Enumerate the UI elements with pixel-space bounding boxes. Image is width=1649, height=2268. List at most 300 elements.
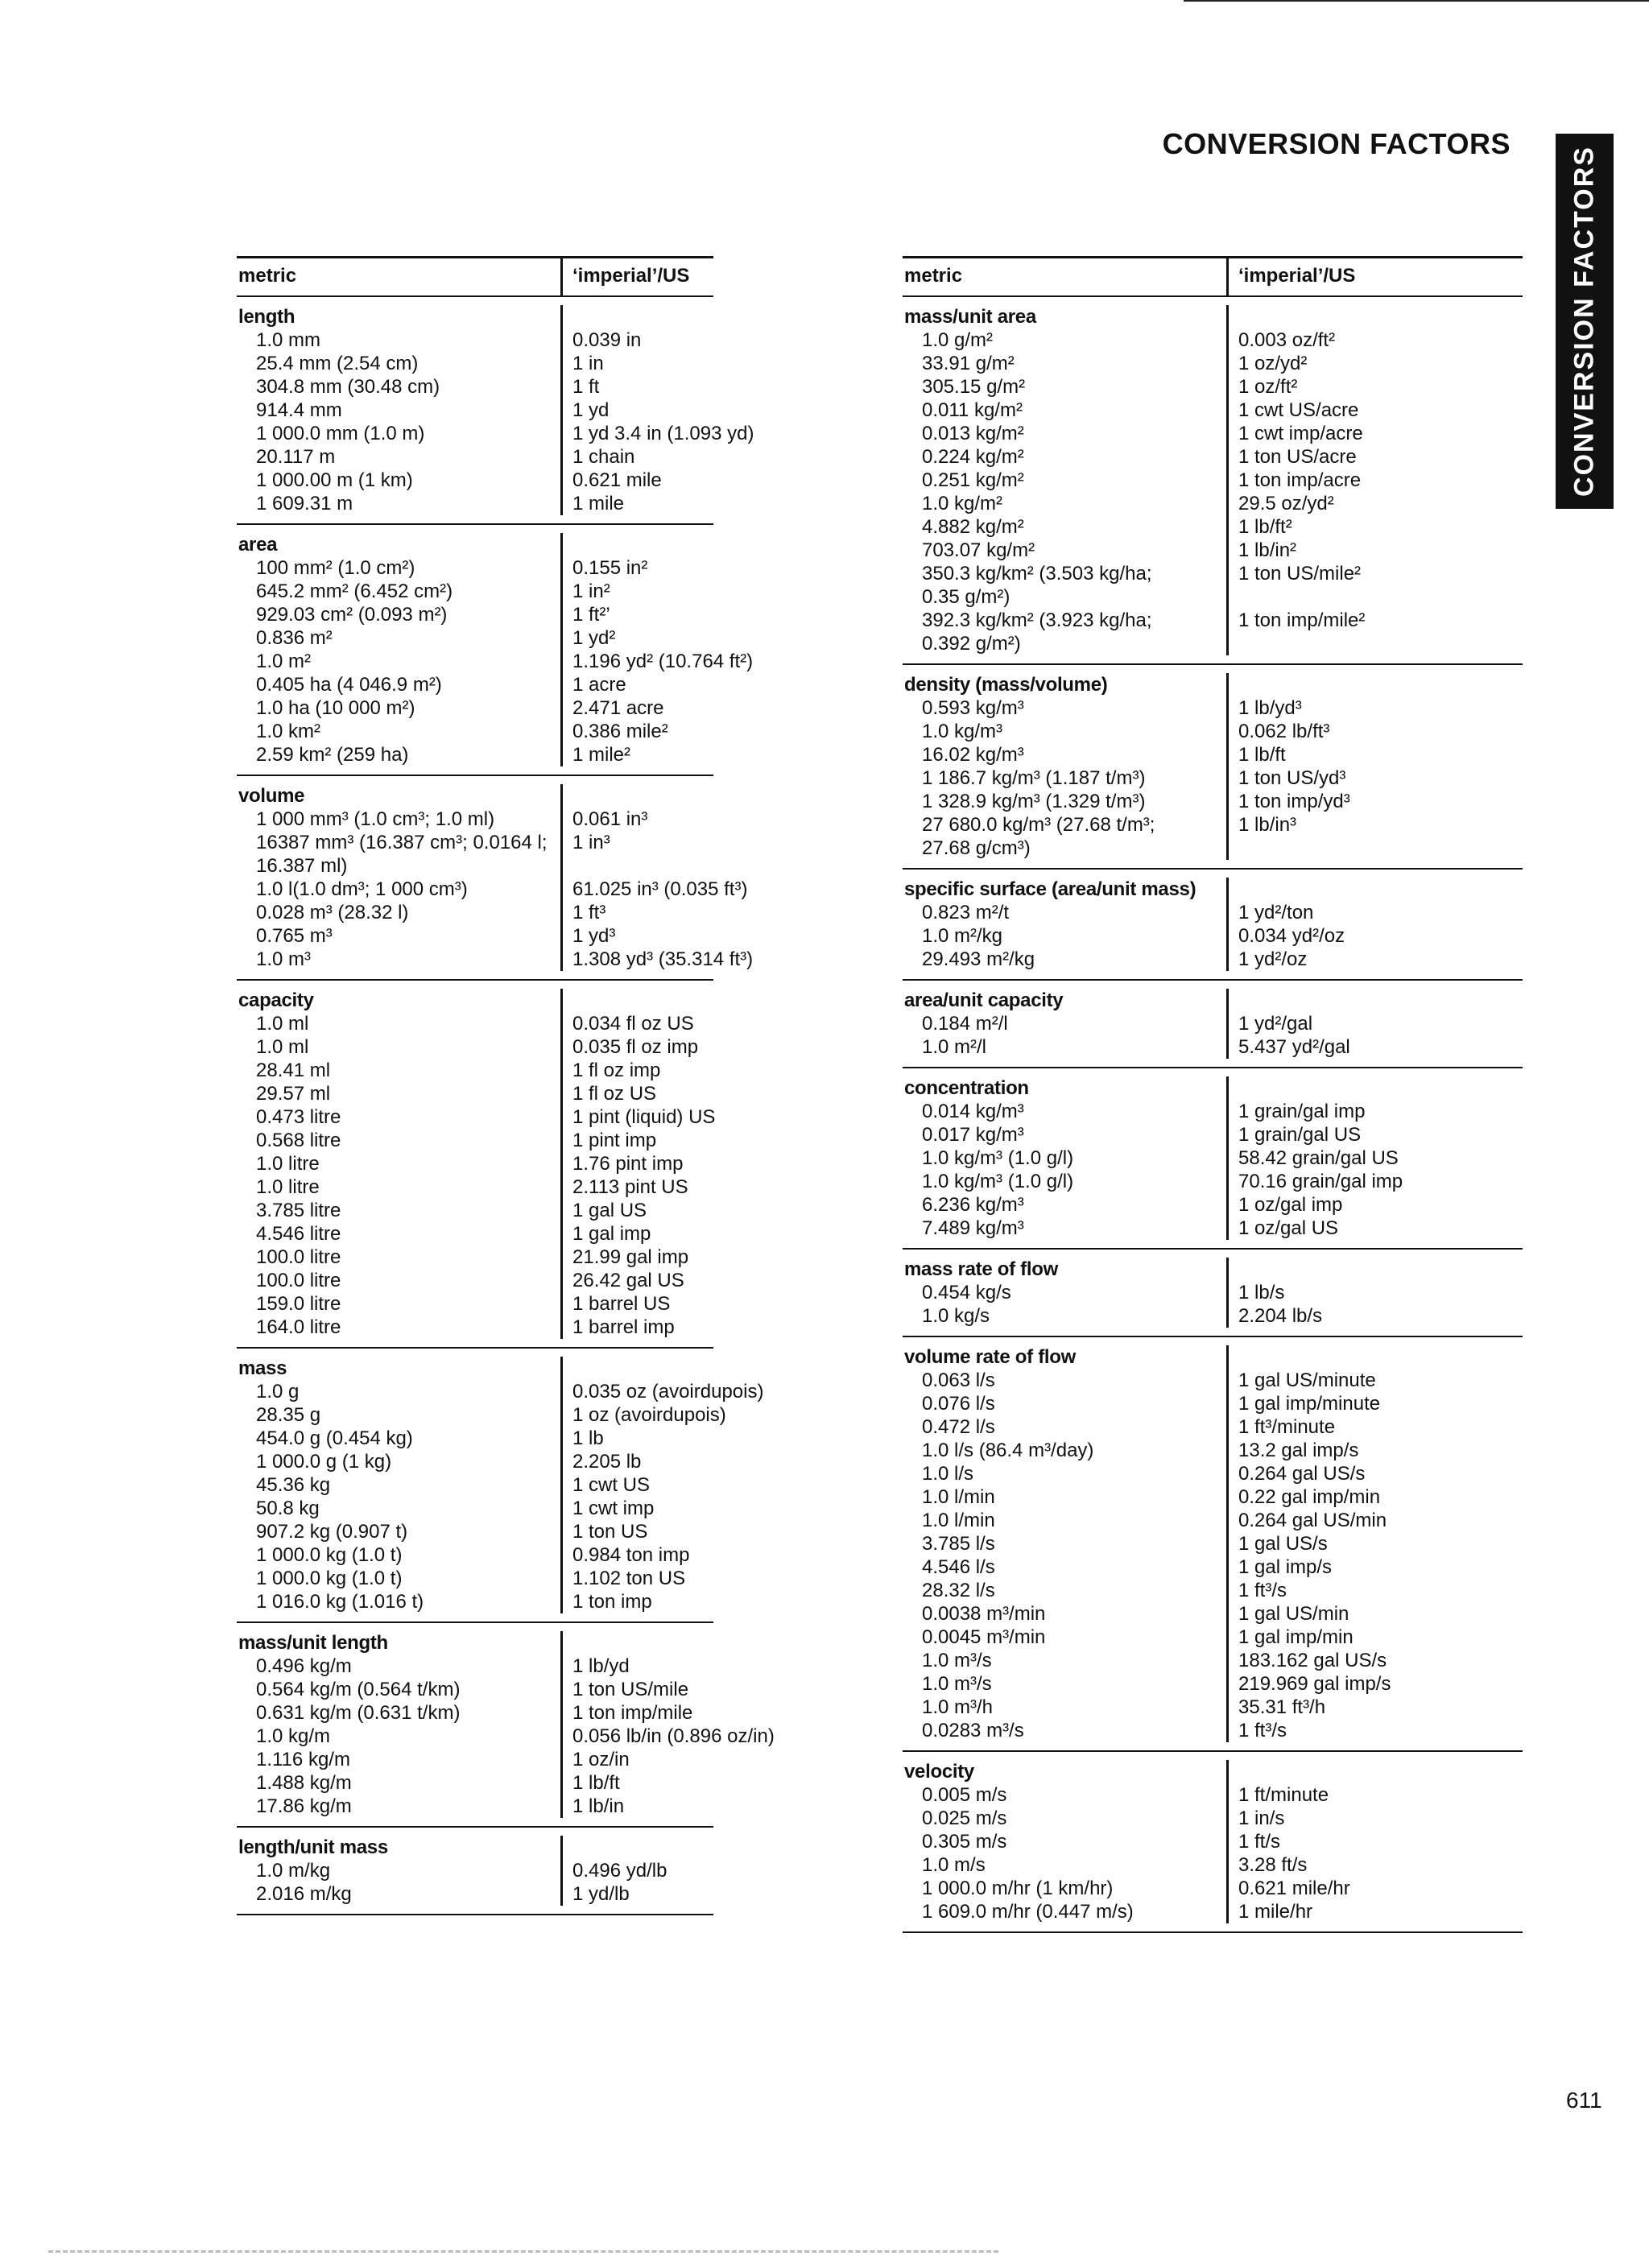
section-name: mass/unit area bbox=[904, 306, 1036, 328]
table-body bbox=[237, 297, 775, 1915]
table-row bbox=[237, 1035, 713, 1059]
imperial-value: 1 pint (liquid) US bbox=[560, 1105, 802, 1129]
section bbox=[237, 525, 754, 776]
section-name-spacer bbox=[1226, 878, 1523, 901]
table-row bbox=[237, 1543, 713, 1567]
metric-value: 25.4 mm (2.54 cm) bbox=[256, 353, 419, 374]
table-row bbox=[903, 1649, 1523, 1672]
metric-value: 16.02 kg/m³ bbox=[922, 744, 1024, 766]
metric-value: 1.0 l(1.0 dm³; 1 000 cm³) bbox=[256, 878, 468, 900]
imperial-value: 1 ton imp/mile² bbox=[1226, 609, 1523, 632]
imperial-value: 2.204 lb/s bbox=[1226, 1304, 1523, 1328]
imperial-value: 0.264 gal US/min bbox=[1226, 1509, 1523, 1532]
table-row bbox=[237, 696, 713, 720]
left-conversion-table bbox=[237, 256, 775, 1915]
table-row bbox=[903, 1123, 1523, 1146]
imperial-value: 1 fl oz imp bbox=[560, 1059, 802, 1082]
imperial-value: 1 gal imp/min bbox=[1226, 1626, 1523, 1649]
table-header bbox=[903, 256, 1523, 297]
metric-value: 1 000 mm³ (1.0 cm³; 1.0 ml) bbox=[256, 808, 495, 830]
metric-value: 1.0 kg/m³ (1.0 g/l) bbox=[922, 1171, 1074, 1192]
section-name: velocity bbox=[904, 1761, 974, 1783]
table-row bbox=[903, 1830, 1523, 1853]
table-row bbox=[903, 1304, 1523, 1328]
table-row bbox=[237, 1246, 713, 1269]
metric-value: 305.15 g/m² bbox=[922, 376, 1026, 398]
table-row bbox=[903, 515, 1523, 539]
metric-value: 0.823 m²/t bbox=[922, 902, 1010, 923]
table-row bbox=[237, 1269, 713, 1292]
imperial-value: 1 lb/ft bbox=[1226, 743, 1523, 766]
table-row bbox=[903, 585, 1523, 609]
imperial-value: 1 yd²/gal bbox=[1226, 1012, 1523, 1035]
imperial-value: 1 ft³ bbox=[560, 901, 802, 924]
imperial-value: 1.76 pint imp bbox=[560, 1152, 802, 1175]
table-row bbox=[903, 924, 1523, 948]
section-name-spacer bbox=[1226, 1760, 1523, 1783]
table-row bbox=[903, 1369, 1523, 1392]
imperial-value: 1 grain/gal imp bbox=[1226, 1100, 1523, 1123]
section bbox=[903, 297, 1523, 665]
side-tab bbox=[1556, 134, 1614, 509]
table-row bbox=[237, 1655, 713, 1678]
metric-value: 1.0 g/m² bbox=[922, 329, 994, 351]
metric-value: 1.0 m³/s bbox=[922, 1650, 992, 1671]
section-name-spacer bbox=[1226, 1345, 1523, 1369]
imperial-value: 0.22 gal imp/min bbox=[1226, 1485, 1523, 1509]
imperial-value: 1 lb/in² bbox=[1226, 539, 1523, 562]
imperial-value: 1 ton US/mile bbox=[560, 1678, 802, 1701]
imperial-value: 1 ton imp/yd³ bbox=[1226, 790, 1523, 813]
scan-marks bbox=[48, 2250, 998, 2256]
metric-value: 1.0 kg/m² bbox=[922, 493, 1003, 514]
imperial-value: 183.162 gal US/s bbox=[1226, 1649, 1523, 1672]
metric-value: 1 609.31 m bbox=[256, 493, 353, 514]
imperial-value: 1.102 ton US bbox=[560, 1567, 802, 1590]
metric-value: 0.405 ha (4 046.9 m²) bbox=[256, 674, 442, 696]
metric-value: 0.765 m³ bbox=[256, 925, 333, 947]
table-row bbox=[237, 1012, 713, 1035]
imperial-value: 1 pint imp bbox=[560, 1129, 802, 1152]
section-name-spacer bbox=[560, 1631, 802, 1655]
imperial-value: 1 ton US bbox=[560, 1520, 802, 1543]
section-name-spacer bbox=[1226, 673, 1523, 696]
imperial-value: 0.003 oz/ft² bbox=[1226, 328, 1523, 352]
table-row bbox=[903, 743, 1523, 766]
section-name: density (mass/volume) bbox=[904, 674, 1108, 696]
metric-value: 3.785 litre bbox=[256, 1200, 341, 1221]
table-row bbox=[237, 580, 713, 603]
table-row bbox=[237, 854, 713, 878]
metric-value: 0.593 kg/m³ bbox=[922, 697, 1024, 719]
imperial-value: 1 lb/ft bbox=[560, 1771, 802, 1795]
metric-value: 304.8 mm (30.48 cm) bbox=[256, 376, 440, 398]
table-row bbox=[237, 1497, 713, 1520]
metric-value: 1.0 l/min bbox=[922, 1486, 995, 1508]
section bbox=[903, 1068, 1523, 1250]
imperial-value: 1 ft²’ bbox=[560, 603, 802, 626]
section-heading-row bbox=[903, 1760, 1523, 1783]
section-heading-row bbox=[903, 878, 1523, 901]
table-row bbox=[237, 1292, 713, 1316]
metric-value: 0.496 kg/m bbox=[256, 1655, 352, 1677]
section bbox=[903, 665, 1523, 870]
imperial-value: 1 oz/ft² bbox=[1226, 375, 1523, 399]
metric-value: 100.0 litre bbox=[256, 1246, 341, 1268]
section bbox=[903, 1752, 1523, 1933]
table-row bbox=[237, 1450, 713, 1473]
metric-value: 1 016.0 kg (1.016 t) bbox=[256, 1591, 424, 1613]
table-row bbox=[903, 948, 1523, 971]
imperial-value: 1 in² bbox=[560, 580, 802, 603]
imperial-value: 1 yd² bbox=[560, 626, 802, 650]
section-name: volume rate of flow bbox=[904, 1346, 1076, 1368]
section bbox=[237, 1623, 775, 1828]
imperial-value: 1 lb/in³ bbox=[1226, 813, 1523, 837]
section-heading-row bbox=[903, 1345, 1523, 1369]
metric-value: 1.0 m²/l bbox=[922, 1036, 987, 1058]
metric-value: 1.0 m/kg bbox=[256, 1860, 331, 1882]
imperial-value: 61.025 in³ (0.035 ft³) bbox=[560, 878, 802, 901]
table-row bbox=[903, 720, 1523, 743]
metric-value: 1.0 l/min bbox=[922, 1510, 995, 1531]
imperial-value: 1 ton imp/acre bbox=[1226, 469, 1523, 492]
table-row bbox=[903, 399, 1523, 422]
metric-value: 100.0 litre bbox=[256, 1270, 341, 1291]
table-row bbox=[237, 1427, 713, 1450]
metric-value: 6.236 kg/m³ bbox=[922, 1194, 1024, 1216]
metric-value: 645.2 mm² (6.452 cm²) bbox=[256, 580, 453, 602]
table-row bbox=[237, 1199, 713, 1222]
table-row bbox=[237, 1403, 726, 1427]
table-row bbox=[903, 632, 1523, 655]
metric-value: 1 328.9 kg/m³ (1.329 t/m³) bbox=[922, 791, 1146, 812]
metric-value: 454.0 g (0.454 kg) bbox=[256, 1427, 413, 1449]
page-number: 611 bbox=[1566, 2088, 1602, 2113]
metric-value: 3.785 l/s bbox=[922, 1533, 995, 1555]
table-row bbox=[903, 1719, 1523, 1742]
imperial-value: 1 ton US/acre bbox=[1226, 445, 1523, 469]
metric-value: 45.36 kg bbox=[256, 1474, 331, 1496]
imperial-value: 1 ton US/mile² bbox=[1226, 562, 1523, 585]
metric-value: 0.631 kg/m (0.631 t/km) bbox=[256, 1702, 461, 1724]
metric-value: 1.0 m² bbox=[256, 651, 312, 672]
imperial-value: 0.155 in² bbox=[560, 556, 802, 580]
metric-value: 27 680.0 kg/m³ (27.68 t/m³; bbox=[922, 814, 1155, 836]
section-name-spacer bbox=[1226, 1258, 1523, 1281]
section-name: concentration bbox=[904, 1077, 1029, 1099]
imperial-value: 1 lb/s bbox=[1226, 1281, 1523, 1304]
table-row bbox=[237, 328, 713, 352]
table-row bbox=[903, 1807, 1523, 1830]
section bbox=[903, 1250, 1523, 1337]
imperial-header: ‘imperial’/US bbox=[1226, 258, 1523, 295]
imperial-value: 1 lb/yd bbox=[560, 1655, 802, 1678]
metric-value: 1.0 m/s bbox=[922, 1854, 986, 1876]
table-row bbox=[237, 1725, 775, 1748]
table-row bbox=[903, 790, 1523, 813]
imperial-value: 0.621 mile/hr bbox=[1226, 1877, 1523, 1900]
imperial-value: 1 ft bbox=[560, 375, 802, 399]
metric-value: 20.117 m bbox=[256, 446, 336, 468]
metric-value: 0.184 m²/l bbox=[922, 1013, 1008, 1035]
metric-value: 4.882 kg/m² bbox=[922, 516, 1024, 538]
table-row bbox=[903, 696, 1523, 720]
imperial-value: 2.471 acre bbox=[560, 696, 802, 720]
metric-value: 0.076 l/s bbox=[922, 1393, 995, 1415]
table-row bbox=[237, 1859, 713, 1882]
table-row bbox=[237, 1748, 713, 1771]
section-name: area bbox=[238, 534, 278, 556]
section-name: volume bbox=[238, 785, 305, 807]
table-row bbox=[237, 650, 754, 673]
table-row bbox=[237, 1520, 713, 1543]
metric-value: 1.0 kg/m bbox=[256, 1725, 331, 1747]
section-heading-row bbox=[237, 305, 713, 328]
metric-value: 0.025 m/s bbox=[922, 1807, 1007, 1829]
metric-value: 0.251 kg/m² bbox=[922, 469, 1024, 491]
imperial-value: 1 gal imp bbox=[560, 1222, 802, 1246]
metric-value: 1 186.7 kg/m³ (1.187 t/m³) bbox=[922, 767, 1146, 789]
section-name: mass rate of flow bbox=[904, 1258, 1058, 1280]
table-row bbox=[237, 1380, 764, 1403]
table-row bbox=[237, 1473, 713, 1497]
imperial-value: 1 oz/in bbox=[560, 1748, 802, 1771]
table-row bbox=[237, 1129, 713, 1152]
table-row bbox=[903, 766, 1523, 790]
imperial-value: 0.062 lb/ft³ bbox=[1226, 720, 1523, 743]
section-heading-row bbox=[237, 1357, 713, 1380]
imperial-value: 1 yd²/ton bbox=[1226, 901, 1523, 924]
metric-value: 1 609.0 m/hr (0.447 m/s) bbox=[922, 1901, 1134, 1923]
table-row bbox=[237, 375, 713, 399]
imperial-value: 0.061 in³ bbox=[560, 808, 802, 831]
table-row bbox=[237, 1175, 713, 1199]
metric-value: 929.03 cm² (0.093 m²) bbox=[256, 604, 448, 626]
imperial-value: 13.2 gal imp/s bbox=[1226, 1439, 1523, 1462]
metric-value: 1.488 kg/m bbox=[256, 1772, 352, 1794]
metric-value: 1 000.0 kg (1.0 t) bbox=[256, 1568, 403, 1589]
metric-value: 0.392 g/m²) bbox=[922, 633, 1021, 655]
table-row bbox=[237, 1882, 713, 1906]
table-row bbox=[237, 720, 713, 743]
table-row bbox=[237, 948, 754, 971]
metric-value: 0.013 kg/m² bbox=[922, 423, 1024, 444]
imperial-value: 1 in bbox=[560, 352, 802, 375]
table-row bbox=[903, 375, 1523, 399]
metric-value: 7.489 kg/m³ bbox=[922, 1217, 1024, 1239]
table-row bbox=[237, 673, 713, 696]
imperial-value: 58.42 grain/gal US bbox=[1226, 1146, 1523, 1170]
table-row bbox=[903, 469, 1523, 492]
table-row bbox=[237, 808, 713, 831]
metric-value: 1.0 litre bbox=[256, 1176, 320, 1198]
metric-value: 1.0 ml bbox=[256, 1013, 309, 1035]
imperial-value: 1 yd³ bbox=[560, 924, 802, 948]
metric-value: 1.0 m³/s bbox=[922, 1673, 992, 1695]
imperial-value: 1.308 yd³ (35.314 ft³) bbox=[560, 948, 802, 971]
table-row bbox=[237, 1678, 713, 1701]
metric-value: 907.2 kg (0.907 t) bbox=[256, 1521, 408, 1543]
table-row bbox=[237, 469, 713, 492]
imperial-value: 1 lb/in bbox=[560, 1795, 802, 1818]
section bbox=[903, 1337, 1523, 1752]
metric-value: 1 000.00 m (1 km) bbox=[256, 469, 413, 491]
imperial-value: 219.969 gal imp/s bbox=[1226, 1672, 1523, 1696]
imperial-value: 0.386 mile² bbox=[560, 720, 802, 743]
section-name: area/unit capacity bbox=[904, 989, 1064, 1011]
metric-value: 2.016 m/kg bbox=[256, 1883, 352, 1905]
metric-value: 28.41 ml bbox=[256, 1060, 331, 1081]
metric-value: 2.59 km² (259 ha) bbox=[256, 744, 409, 766]
section bbox=[903, 870, 1523, 981]
imperial-value: 0.035 fl oz imp bbox=[560, 1035, 802, 1059]
metric-value: 0.005 m/s bbox=[922, 1784, 1007, 1806]
imperial-value: 0.984 ton imp bbox=[560, 1543, 802, 1567]
table-row bbox=[903, 1555, 1523, 1579]
imperial-value: 1 mile/hr bbox=[1226, 1900, 1523, 1923]
section-heading-row bbox=[903, 1258, 1523, 1281]
metric-value: 164.0 litre bbox=[256, 1316, 341, 1338]
imperial-value: 0.496 yd/lb bbox=[560, 1859, 802, 1882]
metric-value: 0.011 kg/m² bbox=[922, 399, 1023, 421]
imperial-value: 1 ft³/s bbox=[1226, 1579, 1523, 1602]
section-heading-row bbox=[237, 1836, 713, 1859]
table-row bbox=[237, 399, 713, 422]
right-conversion-table bbox=[903, 256, 1523, 1933]
imperial-value: 1 gal US bbox=[560, 1199, 802, 1222]
imperial-value bbox=[1226, 837, 1523, 860]
section bbox=[237, 776, 754, 981]
imperial-value bbox=[1226, 632, 1523, 655]
imperial-value: 0.264 gal US/s bbox=[1226, 1462, 1523, 1485]
table-row bbox=[237, 556, 713, 580]
table-row bbox=[237, 1152, 713, 1175]
imperial-value: 1.196 yd² (10.764 ft²) bbox=[560, 650, 802, 673]
metric-value: 0.473 litre bbox=[256, 1106, 341, 1128]
table-row bbox=[237, 1222, 713, 1246]
imperial-value: 5.437 yd²/gal bbox=[1226, 1035, 1523, 1059]
imperial-value: 26.42 gal US bbox=[560, 1269, 802, 1292]
imperial-header: ‘imperial’/US bbox=[560, 258, 802, 295]
metric-value: 1 000.0 g (1 kg) bbox=[256, 1451, 392, 1473]
metric-value: 4.546 litre bbox=[256, 1223, 341, 1245]
table-row bbox=[237, 603, 713, 626]
table-row bbox=[903, 1217, 1523, 1240]
imperial-value: 0.034 yd²/oz bbox=[1226, 924, 1523, 948]
section-name-spacer bbox=[560, 1357, 802, 1380]
section-name-spacer bbox=[560, 533, 802, 556]
table-row bbox=[903, 562, 1523, 585]
metric-value: 17.86 kg/m bbox=[256, 1795, 352, 1817]
imperial-value: 1 chain bbox=[560, 445, 802, 469]
metric-header: metric bbox=[904, 265, 963, 287]
table-row bbox=[903, 1532, 1523, 1555]
imperial-value: 2.113 pint US bbox=[560, 1175, 802, 1199]
imperial-value bbox=[1226, 585, 1523, 609]
section-heading-row bbox=[237, 1631, 713, 1655]
table-row bbox=[237, 901, 713, 924]
imperial-value: 1 acre bbox=[560, 673, 802, 696]
page-title: CONVERSION FACTORS bbox=[1162, 127, 1511, 160]
metric-value: 1.0 m²/kg bbox=[922, 925, 1003, 947]
metric-value: 28.35 g bbox=[256, 1404, 321, 1426]
metric-value: 1.0 m³ bbox=[256, 948, 312, 970]
section-name-spacer bbox=[560, 305, 802, 328]
section-name-spacer bbox=[560, 989, 802, 1012]
table-row bbox=[237, 1059, 713, 1082]
metric-value: 0.836 m² bbox=[256, 627, 333, 649]
table-row bbox=[903, 422, 1523, 445]
table-row bbox=[237, 1567, 713, 1590]
imperial-value: 1 barrel US bbox=[560, 1292, 802, 1316]
metric-value: 0.564 kg/m (0.564 t/km) bbox=[256, 1679, 461, 1700]
table-row bbox=[903, 1602, 1523, 1626]
imperial-value: 1 yd/lb bbox=[560, 1882, 802, 1906]
imperial-value: 1 gal US/s bbox=[1226, 1532, 1523, 1555]
metric-value: 1.0 kg/m³ (1.0 g/l) bbox=[922, 1147, 1074, 1169]
section-name: mass bbox=[238, 1357, 287, 1379]
table-row bbox=[903, 1281, 1523, 1304]
metric-value: 1.0 litre bbox=[256, 1153, 320, 1175]
table-row bbox=[237, 422, 754, 445]
imperial-value: 1 oz (avoirdupois) bbox=[560, 1403, 802, 1427]
table-row bbox=[903, 492, 1523, 515]
imperial-value: 3.28 ft/s bbox=[1226, 1853, 1523, 1877]
section-name-spacer bbox=[1226, 305, 1523, 328]
table-row bbox=[903, 1012, 1523, 1035]
imperial-value: 1 gal US/minute bbox=[1226, 1369, 1523, 1392]
metric-value: 1 000.0 m/hr (1 km/hr) bbox=[922, 1878, 1114, 1899]
metric-value: 1.0 mm bbox=[256, 329, 321, 351]
imperial-value: 1 lb bbox=[560, 1427, 802, 1450]
imperial-value: 70.16 grain/gal imp bbox=[1226, 1170, 1523, 1193]
imperial-value: 1 ton imp bbox=[560, 1590, 802, 1613]
section-heading-row bbox=[903, 305, 1523, 328]
imperial-value: 1 oz/yd² bbox=[1226, 352, 1523, 375]
metric-value: 0.305 m/s bbox=[922, 1831, 1007, 1853]
metric-value: 0.568 litre bbox=[256, 1130, 341, 1151]
table-row bbox=[237, 1105, 716, 1129]
table-row bbox=[903, 352, 1523, 375]
imperial-value: 0.056 lb/in (0.896 oz/in) bbox=[560, 1725, 802, 1748]
table-row bbox=[903, 1439, 1523, 1462]
table-row bbox=[903, 1035, 1523, 1059]
imperial-value: 1 fl oz US bbox=[560, 1082, 802, 1105]
table-row bbox=[903, 1509, 1523, 1532]
imperial-value: 0.035 oz (avoirdupois) bbox=[560, 1380, 802, 1403]
metric-value: 50.8 kg bbox=[256, 1498, 320, 1519]
imperial-value: 1 yd bbox=[560, 399, 802, 422]
metric-value: 1.0 m³/h bbox=[922, 1696, 994, 1718]
section-name: mass/unit length bbox=[238, 1632, 388, 1654]
table-row bbox=[903, 1626, 1523, 1649]
imperial-value: 1 yd 3.4 in (1.093 yd) bbox=[560, 422, 802, 445]
metric-value: 4.546 l/s bbox=[922, 1556, 995, 1578]
imperial-value: 1 ton imp/mile bbox=[560, 1701, 802, 1725]
metric-value: 33.91 g/m² bbox=[922, 353, 1015, 374]
section-name-spacer bbox=[1226, 989, 1523, 1012]
table-row bbox=[903, 1193, 1523, 1217]
metric-value: 1.0 l/s bbox=[922, 1463, 974, 1485]
table-row bbox=[903, 1485, 1523, 1509]
metric-value: 0.224 kg/m² bbox=[922, 446, 1024, 468]
table-row bbox=[903, 1877, 1523, 1900]
table-row bbox=[903, 539, 1523, 562]
imperial-value: 1 gal imp/minute bbox=[1226, 1392, 1523, 1415]
metric-value: 159.0 litre bbox=[256, 1293, 341, 1315]
metric-value: 28.32 l/s bbox=[922, 1580, 995, 1601]
